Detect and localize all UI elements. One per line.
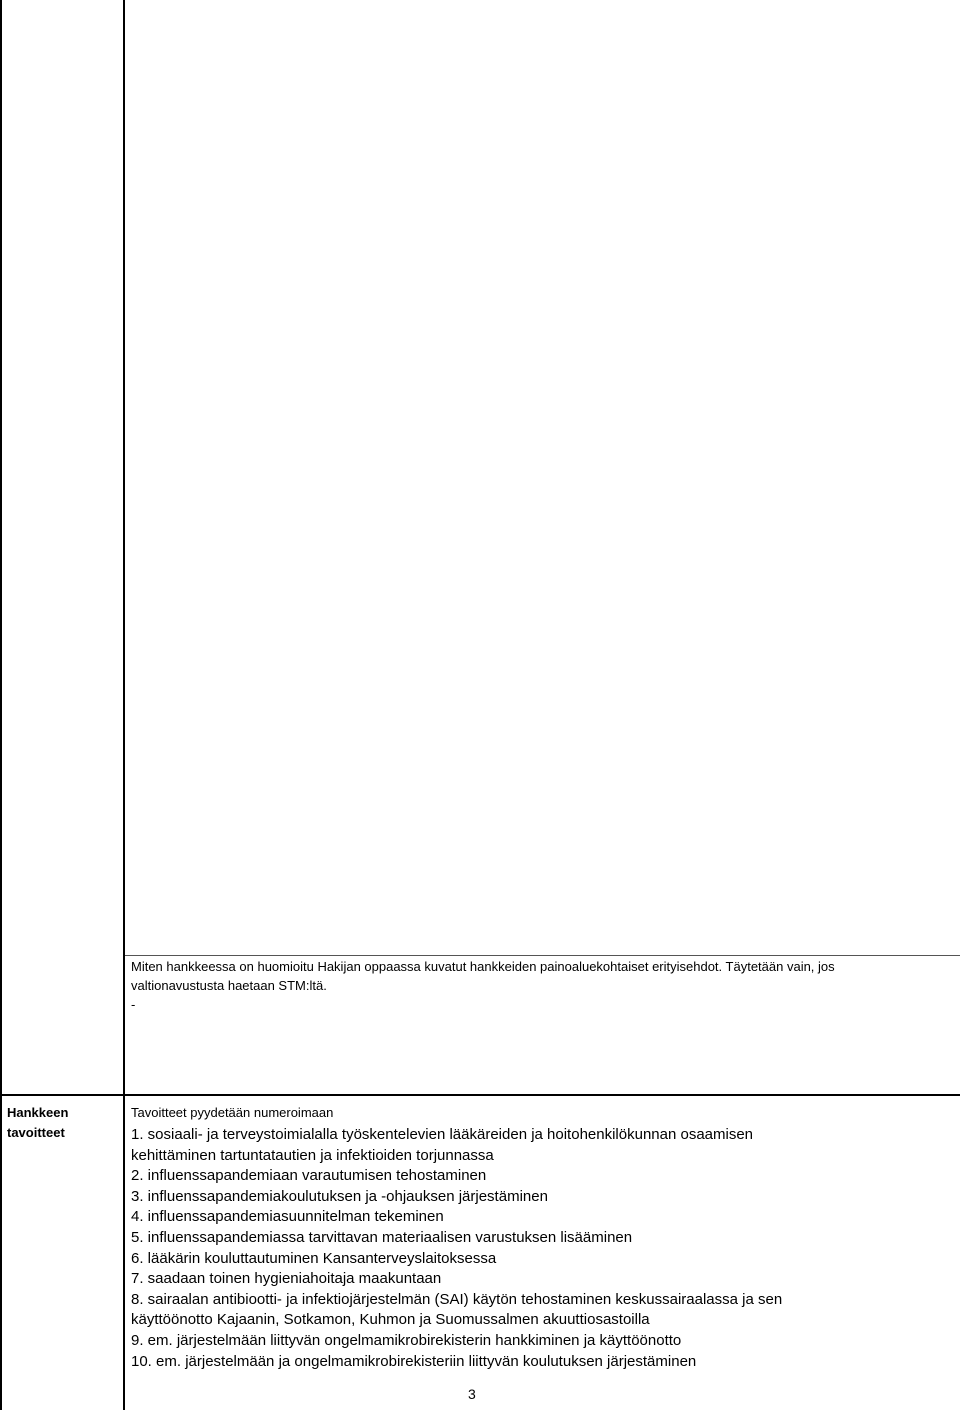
goal-item: 8. sairaalan antibiootti- ja infektiojärjestelmän (SAI) käytön tehostaminen keskussairaalassa ja sen: [131, 1290, 783, 1308]
goals-section-label: [7, 1103, 68, 1143]
goal-item: 3. influenssapandemiakoulutuksen ja -ohjauksen järjestäminen: [131, 1187, 548, 1205]
goal-item: 7. saadaan toinen hygieniahoitaja maakuntaan: [131, 1270, 442, 1288]
goal-item: 10. em. järjestelmään ja ongelmamikrobirekisteriin liittyvän koulutuksen järjestäminen: [131, 1352, 697, 1370]
label-line-1: Hankkeen: [7, 1105, 69, 1120]
goal-item: 9. em. järjestelmään liittyvän ongelmamikrobirekisterin hankkiminen ja käyttöönotto: [131, 1331, 682, 1349]
goal-item: 4. influenssapandemiasuunnitelman tekeminen: [131, 1208, 444, 1226]
label-line-2: tavoitteet: [7, 1125, 65, 1140]
goals-top-border: [0, 1094, 960, 1096]
goals-content: [131, 1104, 782, 1372]
goal-item: kehittäminen tartuntatautien ja infektioiden torjunnassa: [131, 1146, 494, 1164]
column-divider-line: [123, 0, 125, 1410]
goals-instruction: Tavoitteet pyydetään numeroimaan: [131, 1105, 334, 1120]
note-answer: -: [131, 997, 136, 1012]
goal-item: käyttöönotto Kajaanin, Sotkamon, Kuhmon ja Suomussalmen akuuttiosastoilla: [131, 1311, 650, 1329]
goal-item: 2. influenssapandemiaan varautumisen tehostaminen: [131, 1167, 487, 1185]
goal-item: 1. sosiaali- ja terveystoimialalla työskentelevien lääkäreiden ja hoitohenkilökunnan osaamisen: [131, 1126, 754, 1143]
goal-item: 6. lääkärin kouluttautuminen Kansanterveyslaitoksessa: [131, 1249, 497, 1267]
goal-item: 5. influenssapandemiassa tarvittavan materiaalisen varustuksen lisääminen: [131, 1228, 633, 1246]
note-top-border: [125, 955, 960, 956]
note-line-2: valtionavustusta haetaan STM:ltä.: [131, 978, 327, 993]
requirements-note: [131, 957, 835, 1014]
left-border-line: [0, 0, 2, 1410]
note-line-1: Miten hankkeessa on huomioitu Hakijan oppaassa kuvatut hankkeiden painoaluekohtaiset erityisehdot. Täytetään vain, jos: [131, 959, 835, 974]
goals-list: [131, 1125, 782, 1372]
page-number: 3: [468, 1386, 476, 1402]
